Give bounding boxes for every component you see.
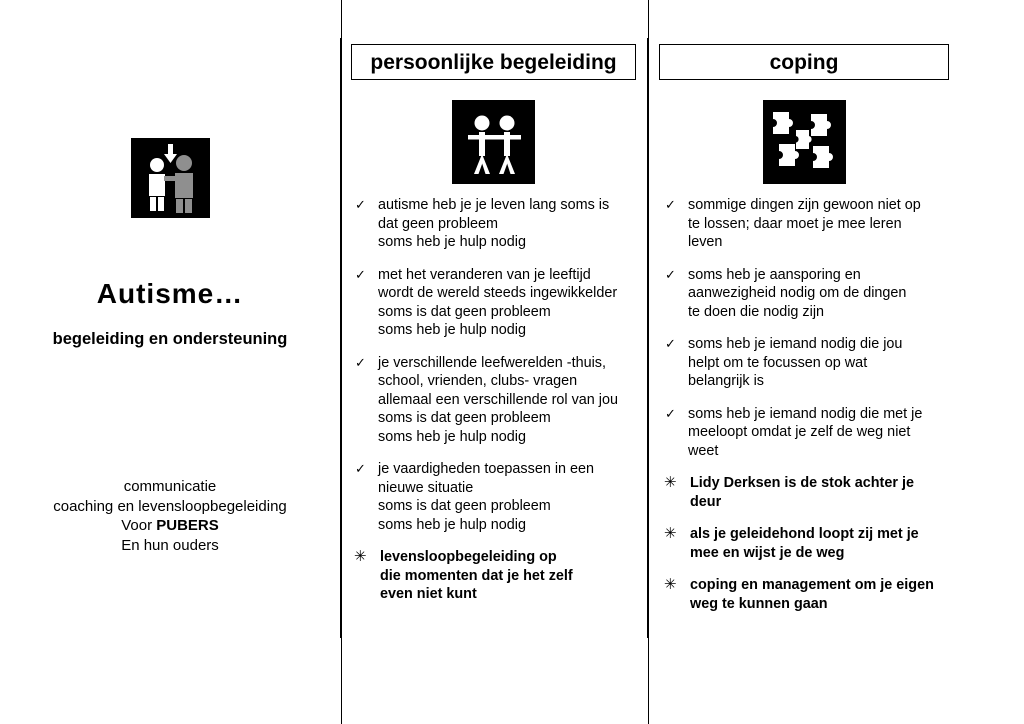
middle-panel-header: persoonlijke begeleiding bbox=[351, 44, 636, 80]
list-item bbox=[662, 335, 952, 391]
list-item-line: soms heb je hulp nodig bbox=[378, 322, 527, 338]
list-item-line: te doen die nodig zijn bbox=[688, 303, 825, 320]
list-item bbox=[352, 548, 642, 604]
list-item-line: soms heb je hulp nodig bbox=[378, 428, 527, 445]
list-item-line: coping en management om je eigen bbox=[690, 577, 934, 593]
list-item-line: soms heb je hulp nodig bbox=[378, 516, 527, 533]
list-item bbox=[352, 354, 642, 447]
two-persons-with-arrow-icon bbox=[131, 138, 210, 218]
list-item bbox=[662, 266, 952, 322]
check-bullet-icon: ✓ bbox=[665, 405, 676, 421]
footer-line-coaching: coaching en levensloopbegeleiding bbox=[53, 497, 287, 515]
star-bullet-icon: ✳ bbox=[664, 525, 677, 542]
list-item-line: mee en wijst je de weg bbox=[690, 544, 845, 561]
page-subtitle: begeleiding en ondersteuning bbox=[52, 330, 288, 348]
list-item-line: levensloopbegeleiding op bbox=[380, 549, 557, 565]
list-item bbox=[352, 196, 642, 252]
check-bullet-icon: ✓ bbox=[665, 336, 676, 351]
list-item-line: soms heb je iemand nodig die jou bbox=[688, 336, 903, 352]
check-bullet-icon: ✓ bbox=[665, 266, 676, 282]
footer-line-ouders: En hun ouders bbox=[121, 536, 219, 554]
list-item-line: deur bbox=[690, 493, 722, 510]
list-item-line: allemaal een verschillende rol van jou bbox=[378, 391, 618, 408]
list-item-line: die momenten dat je het zelf bbox=[380, 567, 573, 584]
check-bullet-icon: ✓ bbox=[355, 354, 366, 370]
list-item-line: autisme heb je je leven lang soms is bbox=[378, 197, 610, 213]
middle-bullet-list bbox=[352, 196, 642, 618]
list-item-line: wordt de wereld steeds ingewikkelder bbox=[378, 285, 618, 301]
puzzle-pieces-icon bbox=[763, 100, 846, 184]
list-item-line: weg te kunnen gaan bbox=[690, 595, 828, 612]
footer-line-voor-pubers bbox=[0, 516, 340, 536]
list-item-line: even niet kunt bbox=[380, 586, 477, 602]
list-item bbox=[352, 460, 642, 534]
list-item-line: je vaardigheden toepassen in een bbox=[378, 461, 595, 477]
left-column bbox=[0, 0, 340, 724]
right-panel-header: coping bbox=[659, 44, 949, 80]
footer-line-communicatie: communicatie bbox=[123, 478, 217, 495]
list-item-line: als je geleidehond loopt zij met je bbox=[690, 526, 919, 542]
list-item-line: meeloopt omdat je zelf de weg niet bbox=[688, 424, 911, 440]
list-item-line: belangrijk is bbox=[688, 373, 764, 389]
list-item-line: nieuwe situatie bbox=[378, 479, 474, 496]
list-item-line: helpt om te focussen op wat bbox=[688, 354, 868, 371]
list-item-line: dat geen probleem bbox=[378, 215, 499, 232]
list-item-line: sommige dingen zijn gewoon niet op bbox=[688, 197, 921, 213]
list-item-line: aanwezigheid nodig om de dingen bbox=[688, 285, 907, 301]
list-item-line: soms heb je iemand nodig die met je bbox=[688, 405, 923, 422]
list-item-line: soms is dat geen probleem bbox=[378, 303, 551, 320]
list-item-line: met het veranderen van je leeftijd bbox=[378, 266, 591, 283]
list-item-line: school, vrienden, clubs- vragen bbox=[378, 373, 578, 389]
footer-pubers-label: PUBERS bbox=[156, 517, 219, 534]
page-title: Autisme… bbox=[96, 278, 244, 309]
list-item bbox=[662, 576, 952, 613]
list-item bbox=[662, 405, 952, 461]
footer-voor-label: Voor bbox=[121, 517, 157, 534]
right-bullet-list bbox=[662, 196, 952, 627]
left-footer-block bbox=[0, 477, 340, 555]
star-bullet-icon: ✳ bbox=[354, 548, 367, 565]
star-bullet-icon: ✳ bbox=[664, 576, 677, 593]
list-item-line: weet bbox=[688, 442, 719, 459]
list-item-line: te lossen; daar moet je mee leren bbox=[688, 215, 902, 232]
check-bullet-icon: ✓ bbox=[355, 197, 366, 212]
list-item bbox=[662, 525, 952, 562]
list-item bbox=[662, 474, 952, 511]
check-bullet-icon: ✓ bbox=[355, 266, 366, 282]
star-bullet-icon: ✳ bbox=[664, 474, 677, 491]
list-item-line: leven bbox=[688, 234, 723, 250]
list-item-line: soms is dat geen probleem bbox=[378, 498, 551, 514]
list-item-line: soms heb je aansporing en bbox=[688, 266, 861, 283]
list-item-line: Lidy Derksen is de stok achter je bbox=[690, 475, 914, 491]
check-bullet-icon: ✓ bbox=[355, 461, 366, 476]
list-item-line: soms is dat geen probleem bbox=[378, 410, 551, 426]
list-item-line: je verschillende leefwerelden -thuis, bbox=[378, 354, 606, 371]
list-item-line: soms heb je hulp nodig bbox=[378, 234, 527, 250]
check-bullet-icon: ✓ bbox=[665, 197, 676, 212]
list-item bbox=[662, 196, 952, 252]
list-item bbox=[352, 266, 642, 340]
two-walking-figures-icon bbox=[452, 100, 535, 184]
